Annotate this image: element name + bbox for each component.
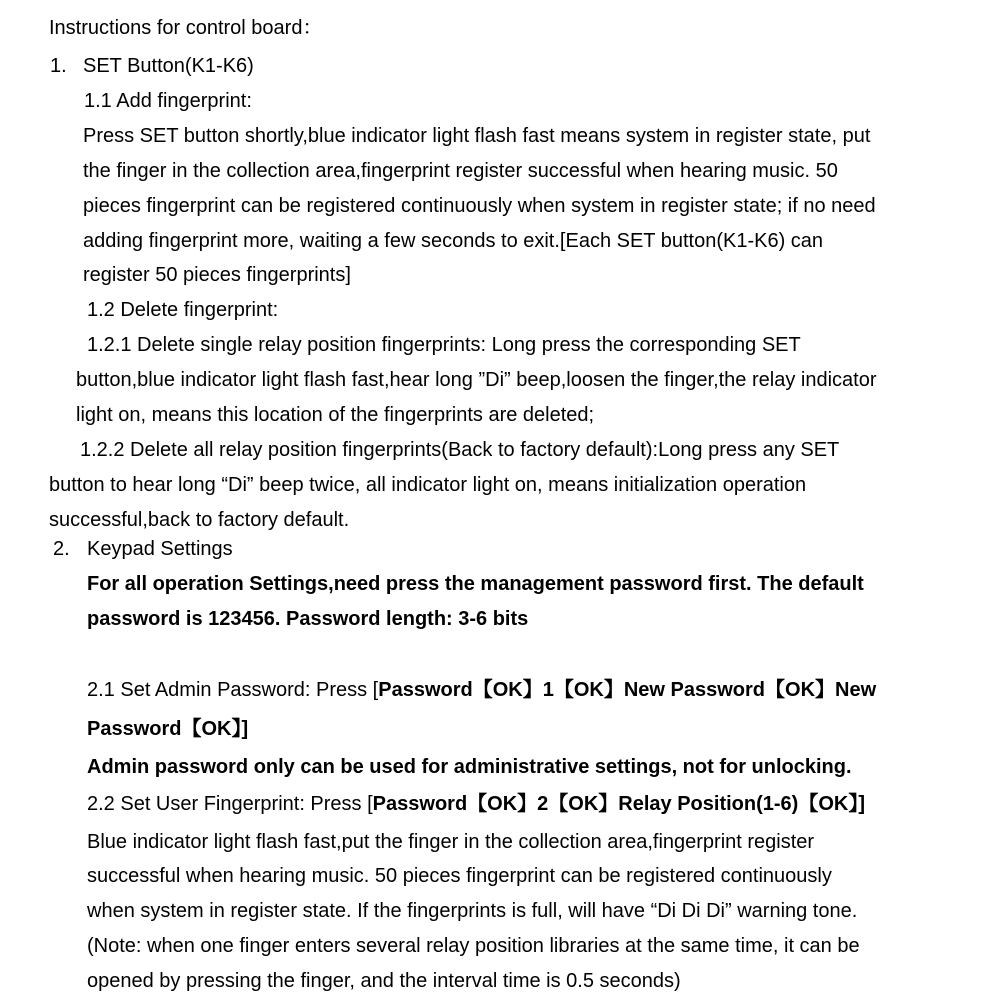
- paragraph-line: button,blue indicator light flash fast,hear long ”Di” beep,loosen the finger,the relay indicator: [76, 369, 877, 391]
- paragraph-line: light on, means this location of the fingerprints are deleted;: [76, 404, 595, 426]
- document-title: Instructions for control board：: [49, 17, 323, 39]
- subsection-2-1-command-cont: Password【OK】]: [87, 718, 249, 740]
- paragraph-line: when system in register state. If the fingerprints is full, will have “Di Di Di” warning tone.: [87, 900, 858, 922]
- paragraph-line: successful,back to factory default.: [49, 509, 350, 531]
- paragraph-line: opened by pressing the finger, and the interval time is 0.5 seconds): [87, 970, 681, 992]
- subsection-2-2-line: [87, 791, 865, 817]
- admin-password-note: Admin password only can be used for administrative settings, not for unlocking.: [87, 756, 852, 778]
- paragraph-line: register 50 pieces fingerprints]: [83, 264, 351, 286]
- subsection-2-1-command: Password【OK】1【OK】New Password【OK】New: [378, 679, 877, 701]
- section-1-heading: [50, 53, 254, 79]
- paragraph-line: (Note: when one finger enters several relay position libraries at the same time, it can be: [87, 935, 860, 957]
- paragraph-line: 1.2.1 Delete single relay position fingerprints: Long press the corresponding SET: [87, 334, 801, 356]
- paragraph-line-bold: password is 123456. Password length: 3-6 bits: [87, 608, 529, 630]
- subsection-1-2-label: 1.2 Delete fingerprint:: [87, 299, 279, 321]
- paragraph-line: pieces fingerprint can be registered continuously when system in register state; if no need: [83, 195, 876, 217]
- subsection-2-1-line: [87, 677, 876, 703]
- subsection-1-1-label: 1.1 Add fingerprint:: [84, 90, 252, 112]
- paragraph-line: Press SET button shortly,blue indicator light flash fast means system in register state, put: [83, 125, 871, 147]
- section-2-heading: [53, 536, 233, 562]
- paragraph-line: the finger in the collection area,fingerprint register successful when hearing music. 50: [83, 160, 838, 182]
- paragraph-line: successful when hearing music. 50 pieces fingerprint can be registered continuously: [87, 865, 832, 887]
- paragraph-line: 1.2.2 Delete all relay position fingerprints(Back to factory default):Long press any SET: [80, 439, 840, 461]
- section-2-number: 2.: [53, 538, 70, 560]
- section-1-title: SET Button(K1-K6): [83, 55, 254, 77]
- subsection-2-2-prefix: 2.2 Set User Fingerprint: Press [: [87, 793, 373, 815]
- paragraph-line: button to hear long “Di” beep twice, all indicator light on, means initialization operation: [49, 474, 807, 496]
- section-2-title: Keypad Settings: [87, 538, 233, 560]
- paragraph-line-bold: For all operation Settings,need press the management password first. The default: [87, 573, 864, 595]
- subsection-2-1-prefix: 2.1 Set Admin Password: Press [: [87, 679, 379, 701]
- section-1-number: 1.: [50, 55, 67, 77]
- paragraph-line: Blue indicator light flash fast,put the finger in the collection area,fingerprint register: [87, 831, 815, 853]
- paragraph-line: adding fingerprint more, waiting a few seconds to exit.[Each SET button(K1-K6) can: [83, 230, 824, 252]
- subsection-2-2-command: Password【OK】2【OK】Relay Position(1-6)【OK】]: [372, 793, 865, 815]
